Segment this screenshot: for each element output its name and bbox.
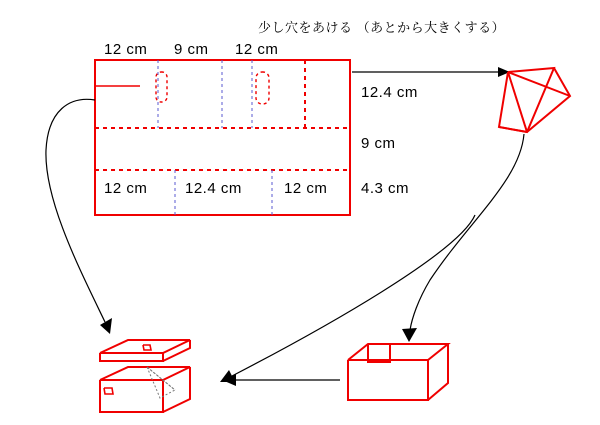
arrow-net-to-open-box [46,99,112,334]
arrow-net-to-open-box-2 [220,215,475,382]
unfolded-net-rectangle [95,60,350,215]
open-box-with-lid [100,340,190,412]
diagram-title: 少し穴をあける （あとから大きくする） [258,20,506,35]
arrow-prism-to-box [402,134,524,342]
arrow-net-to-prism [352,67,510,77]
arrow-box-to-open-box [222,374,340,386]
triangular-prism [499,68,570,132]
right-dimension-2: 9 cm [361,135,396,152]
rectangular-box [348,344,448,400]
bottom-dimension-1: 12 cm [104,180,148,197]
top-dimension-2: 9 cm [174,41,209,58]
bottom-dimension-3: 12 cm [284,180,328,197]
top-dimension-3: 12 cm [235,41,279,58]
right-dimension-3: 4.3 cm [361,180,410,197]
hole-outline-2 [256,72,269,104]
bottom-dimension-2: 12.4 cm [185,180,242,197]
top-dimension-1: 12 cm [104,41,148,58]
right-dimension-1: 12.4 cm [361,84,418,101]
